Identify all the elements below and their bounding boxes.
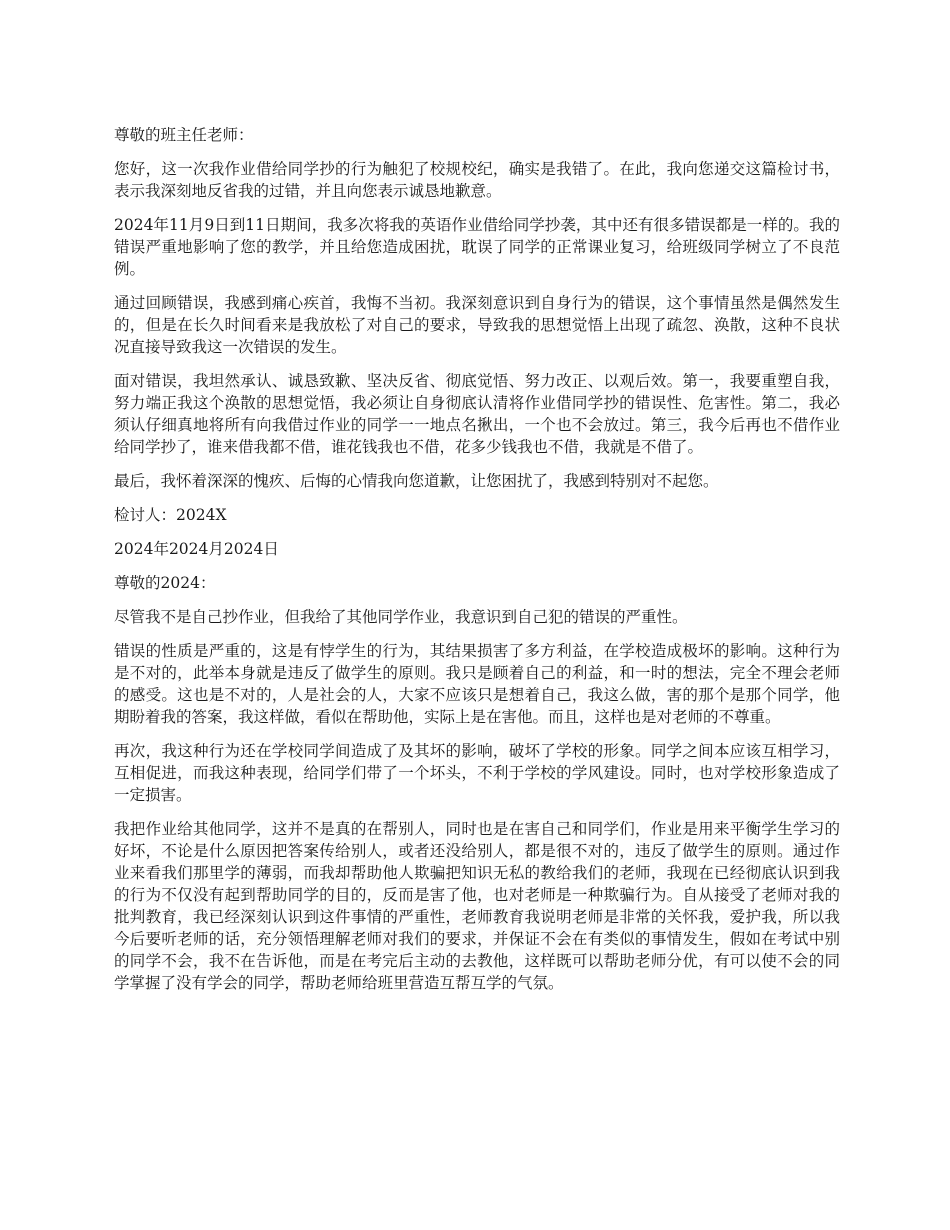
letter1-paragraph: 2024年11月9日到11日期间，我多次将我的英语作业借给同学抄袭，其中还有很多错误都是一样的。我的错误严重地影响了您的教学，并且给您造成困扰，耽误了同学的正常课业复习，给班级同学树立了不良范例。	[114, 216, 840, 278]
letter1-date: 2024年2024月2024日	[114, 540, 279, 558]
document-page	[114, 124, 840, 1006]
letter2-paragraph: 尽管我不是自己抄作业，但我给了其他同学作业，我意识到自己犯的错误的严重性。	[114, 608, 688, 626]
letter2-paragraph: 再次，我这种行为还在学校同学间造成了及其坏的影响，破坏了学校的形象。同学之间本应该互相学习，互相促进，而我这种表现，给同学们带了一个坏头，不利于学校的学风建设。同时，也对学校形象造成了一定损害。	[114, 742, 840, 804]
letter1-paragraph: 您好，这一次我作业借给同学抄的行为触犯了校规校纪，确实是我错了。在此，我向您递交这篇检讨书，表示我深刻地反省我的过错，并且向您表示诚恳地歉意。	[114, 160, 840, 200]
letter1-paragraph: 最后，我怀着深深的愧疚、后悔的心情我向您道歉，让您困扰了，我感到特别对不起您。	[114, 472, 719, 490]
letter1-signature: 检讨人：2024X	[114, 506, 227, 524]
letter2-salutation: 尊敬的2024：	[114, 574, 216, 592]
letter2-paragraph: 我把作业给其他同学，这并不是真的在帮别人，同时也是在害自己和同学们，作业是用来平衡学生学习的好坏，不论是什么原因把答案传给别人，或者还没给别人，都是很不对的，违反了做学生的原则。通过作业来看我们那里学的薄弱，而我却帮助他人欺骗把知识无私的教给我们的老师，我现在已经彻底认识到我的行为不仅没有起到帮助同学的目的，反而是害了他，也对老师是一种欺骗行为。自从接受了老师对我的批判教育，我已经深刻认识到这件事情的严重性，老师教育我说明老师是非常的关怀我，爱护我，所以我今后要听老师的话，充分领悟理解老师对我们的要求，并保证不会在有类似的事情发生，假如在考试中别的同学不会，我不在告诉他，而是在考完后主动的去教他，这样既可以帮助老师分优，有可以使不会的同学掌握了没有学会的同学，帮助老师给班里营造互帮互学的气氛。	[114, 820, 840, 992]
letter1-paragraph: 面对错误，我坦然承认、诚恳致歉、坚决反省、彻底觉悟、努力改正、以观后效。第一，我要重塑自我，努力端正我这个涣散的思想觉悟，我必须让自身彻底认清将作业借同学抄的错误性、危害性。第二，我必须认仔细真地将所有向我借过作业的同学一一地点名揪出，一个也不会放过。第三，我今后再也不借作业给同学抄了，谁来借我都不借，谁花钱我也不借，花多少钱我也不借，我就是不借了。	[114, 372, 840, 456]
letter1-salutation: 尊敬的班主任老师：	[114, 126, 254, 144]
letter1-paragraph: 通过回顾错误，我感到痛心疾首，我悔不当初。我深刻意识到自身行为的错误，这个事情虽然是偶然发生的，但是在长久时间看来是我放松了对自己的要求，导致我的思想觉悟上出现了疏忽、涣散，这种不良状况直接导致我这一次错误的发生。	[114, 294, 840, 356]
letter2-paragraph: 错误的性质是严重的，这是有悖学生的行为，其结果损害了多方利益，在学校造成极坏的影响。这种行为是不对的，此举本身就是违反了做学生的原则。我只是顾着自己的利益，和一时的想法，完全不理会老师的感受。这也是不对的，人是社会的人，大家不应该只是想着自己，我这么做，害的那个是那个同学，他期盼着我的答案，我这样做，看似在帮助他，实际上是在害他。而且，这样也是对老师的不尊重。	[114, 642, 840, 726]
